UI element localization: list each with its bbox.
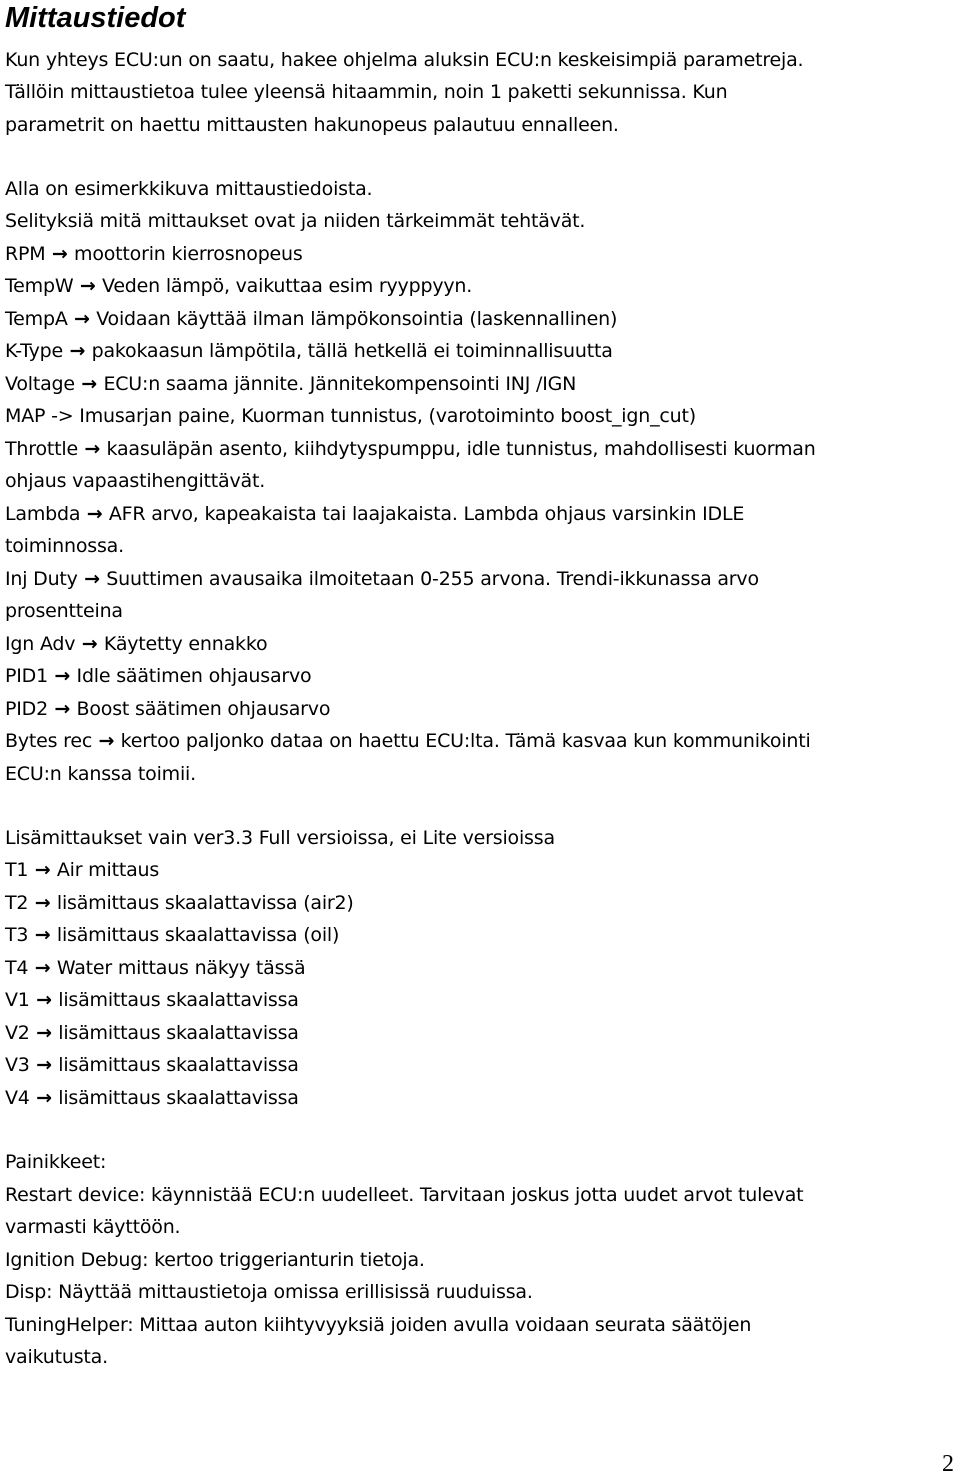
term-label: Inj Duty [5, 568, 78, 590]
paragraph-text: MAP -> Imusarjan paine, Kuorman tunnistus, (varotoiminto boost_ign_cut) [5, 405, 696, 427]
text-line [5, 80, 727, 104]
text-line [5, 1150, 106, 1174]
term-label: V2 [5, 1022, 30, 1044]
term-description: kertoo paljonko dataa on haettu ECU:lta. Tämä kasvaa kun kommunikointi [120, 730, 811, 752]
text-line [5, 502, 744, 526]
arrow-icon: → [29, 989, 59, 1011]
text-line [5, 1313, 751, 1337]
arrow-icon: → [63, 340, 92, 362]
arrow-icon: → [75, 633, 104, 655]
term-label: PID1 [5, 665, 48, 687]
text-line [5, 1021, 299, 1045]
text-line [5, 209, 585, 233]
text-line [5, 956, 305, 980]
text-line [5, 242, 303, 266]
text-line [5, 113, 619, 137]
text-line [5, 469, 265, 493]
arrow-icon: → [29, 1054, 59, 1076]
term-label: V4 [5, 1087, 30, 1109]
text-line [5, 307, 617, 331]
term-label: T4 [5, 957, 29, 979]
text-line [5, 923, 339, 947]
page-number: 2 [942, 1451, 954, 1477]
paragraph-text: Selityksiä mitä mittaukset ovat ja niiden tärkeimmät tehtävät. [5, 210, 586, 232]
arrow-icon: → [77, 568, 107, 590]
term-label: T1 [5, 859, 29, 881]
arrow-icon: → [28, 924, 57, 946]
text-line [5, 1053, 299, 1077]
arrow-icon: → [73, 275, 102, 297]
term-description: AFR arvo, kapeakaista tai laajakaista. Lambda ohjaus varsinkin IDLE [108, 503, 745, 525]
term-label: RPM [5, 243, 46, 265]
term-description: lisämittaus skaalattavissa [58, 1087, 299, 1109]
term-description: Käytetty ennakko [103, 633, 268, 655]
text-line [5, 697, 330, 721]
term-description: Boost säätimen ohjausarvo [76, 698, 331, 720]
arrow-icon: → [28, 859, 57, 881]
paragraph-text: Alla on esimerkkikuva mittaustiedoista. [5, 178, 373, 200]
term-label: Voltage [5, 373, 75, 395]
arrow-icon: → [29, 1087, 59, 1109]
term-description: Voidaan käyttää ilman lämpökonsointia (laskennallinen) [96, 308, 618, 330]
text-line [5, 891, 354, 915]
paragraph-text: Lisämittaukset vain ver3.3 Full versioissa, ei Lite versioissa [5, 827, 555, 849]
term-description: lisämittaus skaalattavissa (air2) [56, 892, 354, 914]
term-label: Ign Adv [5, 633, 76, 655]
term-description: Water mittaus näkyy tässä [56, 957, 306, 979]
paragraph-text: varmasti käyttöön. [5, 1216, 181, 1238]
term-description: moottorin kierrosnopeus [74, 243, 303, 265]
paragraph-text: Kun yhteys ECU:un on saatu, hakee ohjelma aluksin ECU:n keskeisimpiä parametreja. [5, 49, 804, 71]
term-description: Air mittaus [56, 859, 160, 881]
term-description: pakokaasun lämpötila, tällä hetkellä ei toiminnallisuutta [91, 340, 613, 362]
text-line [5, 567, 759, 591]
text-line [5, 534, 124, 558]
paragraph-text: vaikutusta. [5, 1346, 108, 1368]
term-label: T3 [5, 924, 29, 946]
text-line [5, 177, 372, 201]
arrow-icon: → [28, 957, 57, 979]
term-label: TempW [5, 275, 74, 297]
paragraph-text: Tällöin mittaustietoa tulee yleensä hitaammin, noin 1 paketti sekunnissa. Kun [5, 81, 728, 103]
text-line [5, 1183, 803, 1207]
arrow-icon: → [67, 308, 97, 330]
arrow-icon: → [47, 698, 77, 720]
term-description: ECU:n saama jännite. Jännitekompensointi INJ /IGN [103, 373, 577, 395]
term-description: Veden lämpö, vaikuttaa esim ryyppyyn. [102, 275, 473, 297]
text-line [5, 1086, 299, 1110]
arrow-icon: → [29, 1022, 59, 1044]
arrow-icon: → [77, 438, 107, 460]
term-description: kaasuläpän asento, kiihdytyspumppu, idle tunnistus, mahdollisesti kuorman [106, 438, 816, 460]
text-line [5, 372, 576, 396]
arrow-icon: → [47, 665, 77, 687]
term-label: T2 [5, 892, 29, 914]
arrow-icon: → [28, 892, 57, 914]
paragraph-text: ohjaus vapaastihengittävät. [5, 470, 266, 492]
paragraph-text: TuningHelper: Mittaa auton kiihtyvyyksiä joiden avulla voidaan seurata säätöjen [5, 1314, 752, 1336]
text-line [5, 1280, 533, 1304]
term-label: K-Type [5, 340, 64, 362]
term-description: lisämittaus skaalattavissa (oil) [56, 924, 340, 946]
term-label: V3 [5, 1054, 30, 1076]
text-line [5, 664, 311, 688]
term-description: lisämittaus skaalattavissa [58, 1022, 299, 1044]
text-line [5, 404, 696, 428]
term-label: Bytes rec [5, 730, 93, 752]
text-line [5, 48, 803, 72]
term-label: Throttle [5, 438, 78, 460]
text-line [5, 1248, 425, 1272]
term-label: V1 [5, 989, 30, 1011]
paragraph-text: Ignition Debug: kertoo triggerianturin tietoja. [5, 1249, 425, 1271]
term-label: PID2 [5, 698, 48, 720]
arrow-icon: → [92, 730, 121, 752]
text-line [5, 826, 555, 850]
paragraph-text: Painikkeet: [5, 1151, 107, 1173]
paragraph-text: toiminnossa. [5, 535, 124, 557]
text-line [5, 599, 123, 623]
text-line [5, 858, 159, 882]
text-line [5, 339, 613, 363]
text-line [5, 1215, 180, 1239]
term-description: Suuttimen avausaika ilmoitetaan 0-255 arvona. Trendi-ikkunassa arvo [106, 568, 759, 590]
text-line [5, 632, 267, 656]
term-description: Idle säätimen ohjausarvo [76, 665, 312, 687]
term-label: TempA [5, 308, 68, 330]
paragraph-text: parametrit on haettu mittausten hakunopeus palautuu ennalleen. [5, 114, 619, 136]
page-title: Mittaustiedot [5, 2, 186, 34]
text-line [5, 729, 811, 753]
term-description: lisämittaus skaalattavissa [58, 989, 299, 1011]
text-line [5, 762, 196, 786]
paragraph-text: Restart device: käynnistää ECU:n uudelleet. Tarvitaan joskus jotta uudet arvot tulevat [5, 1184, 804, 1206]
term-description: lisämittaus skaalattavissa [58, 1054, 299, 1076]
arrow-icon: → [74, 373, 104, 395]
text-line [5, 988, 299, 1012]
text-line [5, 274, 472, 298]
arrow-icon: → [45, 243, 75, 265]
text-line [5, 437, 816, 461]
text-line [5, 1345, 108, 1369]
paragraph-text: prosentteina [5, 600, 123, 622]
term-label: Lambda [5, 503, 81, 525]
arrow-icon: → [80, 503, 109, 525]
paragraph-text: ECU:n kanssa toimii. [5, 763, 196, 785]
paragraph-text: Disp: Näyttää mittaustietoja omissa erillisissä ruuduissa. [5, 1281, 533, 1303]
